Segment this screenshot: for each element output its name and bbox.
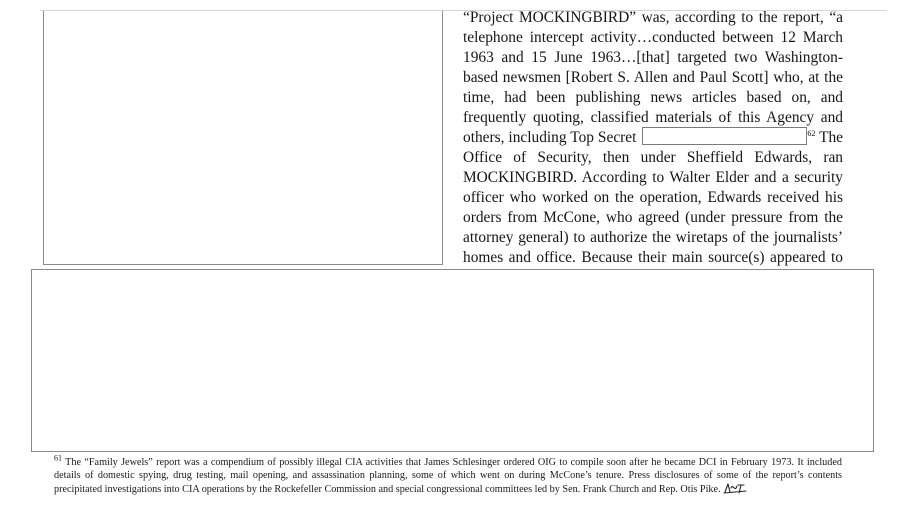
handwritten-initials-mark [723,482,747,494]
body-paragraph [463,8,843,288]
footnote-reference: 62 [807,129,816,139]
inline-redaction-box [642,127,807,145]
footnote-text: The “Family Jewels” report was a compendium of possibly illegal CIA activities that James Schlesinger ordered OIG to compile soon after he became DCI in February 1973. It included details of domestic spying, drug testing, mail opening, and assassination planning, some of which went on during McCone’s tenure. Press disclosures of some of the report’s contents precipitated investigations into CIA operations by the Rockefeller Commission and special congressional committees led by Sen. Frank Church and Rep. Otis Pike. [54,457,842,496]
footnote-number: 61 [54,453,62,463]
body-text-before-redaction: “Project MOCKINGBIRD” was, according to the report, “a telephone intercept activity…conducted between 12 March 1963 and 15 June 1963…[that] targeted two Washington-based newsmen [Robert S. Allen and Paul Scott] who, at the time, had been publishing news articles based on, and frequently quoting, classified materials of this Agency and others, including Top Secret [463,9,843,147]
redacted-block-wide [31,269,874,452]
footnote [54,453,842,497]
body-text-column [463,8,843,288]
redacted-block-top-left [43,11,443,265]
body-text-after-redaction: The Office of Security, then under Sheffield Edwards, ran MOCKINGBIRD. According to Walter Elder and a security officer who worked on the operation, Edwards received his orders from McCone, who agreed (under pressure from the attorney general) to authorize the wiretaps of the journalists’ homes and office. Because their main source(s) appeared to [463,129,843,266]
